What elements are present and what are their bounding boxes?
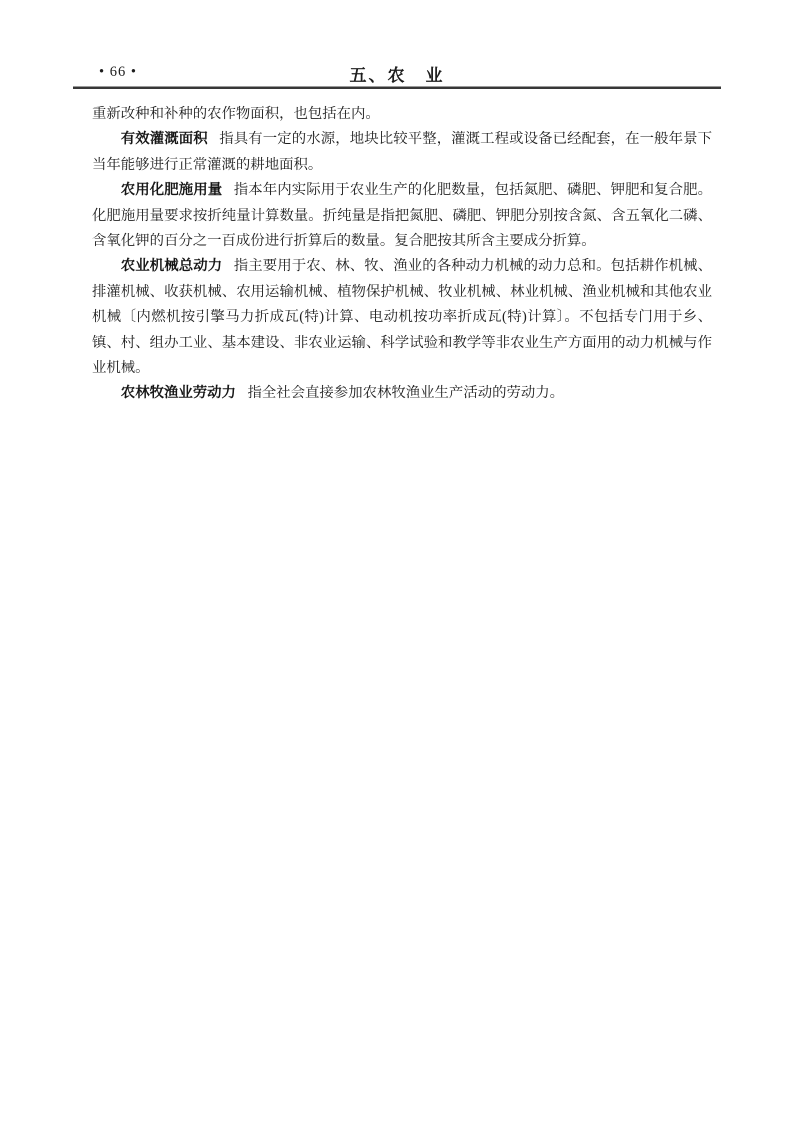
definition-paragraph-machinery-power <box>92 254 712 381</box>
document-body <box>92 102 712 407</box>
term-label: 有效灌溉面积 <box>120 131 208 148</box>
definition-text: 指全社会直接参加农林牧渔业生产活动的劳动力。 <box>247 385 565 402</box>
page-header <box>73 61 721 83</box>
term-label: 农林牧渔业劳动力 <box>120 385 236 402</box>
term-label: 农用化肥施用量 <box>120 182 223 199</box>
definition-text: 指本年内实际用于农业生产的化肥数量，包括氮肥、磷肥、钾肥和复合肥。化肥施用量要求按折纯量计算数量。折纯量是指把氮肥、磷肥、钾肥分别按含氮、含五氧化二磷、含氧化钾的百分之一百成份进行折算后的数量。复合肥按其所含主要成分折算。 <box>92 182 712 250</box>
header-rule-divider <box>73 86 721 89</box>
term-label: 农业机械总动力 <box>120 258 223 275</box>
page-number: • 66 • <box>99 64 137 80</box>
continuation-text: 重新改种和补种的农作物面积，也包括在内。 <box>92 106 380 122</box>
continuation-paragraph <box>92 102 712 127</box>
definition-paragraph-labor-force <box>92 381 712 406</box>
definition-paragraph-irrigated-area <box>92 127 712 178</box>
definition-text: 指具有一定的水源，地块比较平整，灌溉工程或设备已经配套，在一般年景下当年能够进行正常灌溉的耕地面积。 <box>92 131 712 173</box>
definition-text: 指主要用于农、林、牧、渔业的各种动力机械的动力总和。包括耕作机械、排灌机械、收获机械、农用运输机械、植物保护机械、牧业机械、林业机械、渔业机械和其他农业机械〔内燃机按引擎马力折成瓦(特)计算、电动机按功率折成瓦(特)计算〕。不包括专门用于乡、镇、村、组办工业、基本建设、非农业运输、科学试验和教学等非农业生产方面用的动力机械与作业机械。 <box>92 258 712 377</box>
chapter-title: 五、农 业 <box>349 66 445 85</box>
definition-paragraph-fertilizer-use <box>92 178 712 254</box>
